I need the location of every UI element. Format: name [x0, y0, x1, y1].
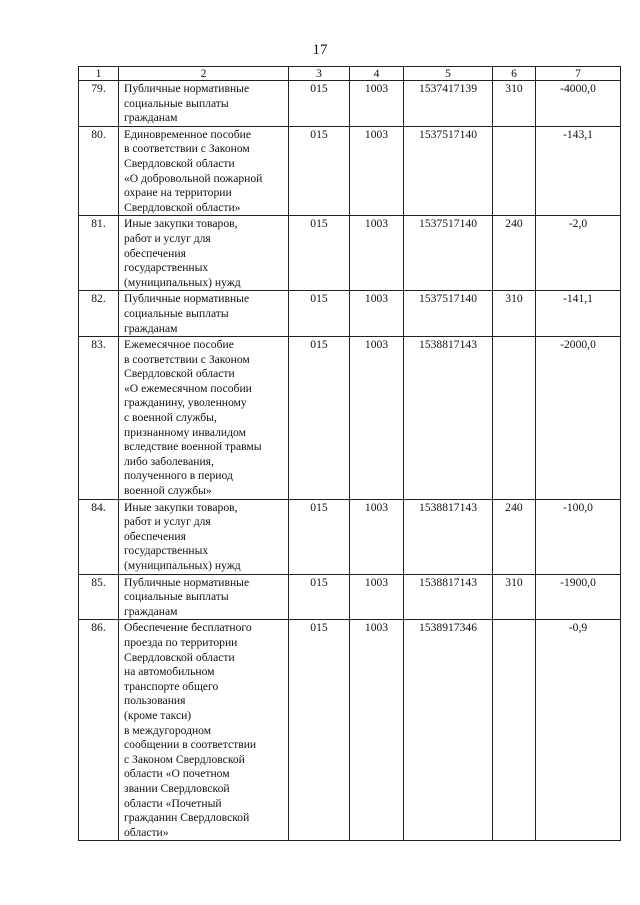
row-description — [119, 620, 289, 841]
ministry-code: 015 — [289, 574, 350, 620]
table-row — [79, 126, 621, 216]
description-line: с Законом Свердловской — [124, 752, 245, 766]
ministry-code: 015 — [289, 126, 350, 216]
section-code: 1003 — [350, 574, 404, 620]
expense-type-code: 310 — [493, 81, 536, 127]
description-line: социальные выплаты — [124, 590, 229, 604]
ministry-code: 015 — [289, 216, 350, 291]
description-line: сообщении в соответствии — [124, 738, 257, 752]
section-code: 1003 — [350, 126, 404, 216]
row-number: 83. — [79, 337, 119, 500]
description-line: работ и услуг для — [124, 515, 211, 529]
target-article-code: 1538917346 — [404, 620, 493, 841]
description-line: звании Свердловской — [124, 781, 230, 795]
description-line: Ежемесячное пособие — [124, 338, 234, 352]
amount-value: -141,1 — [536, 291, 621, 337]
column-header-3: 3 — [289, 67, 350, 81]
description-line: государственных — [124, 544, 209, 558]
target-article-code: 1537517140 — [404, 291, 493, 337]
column-header-7: 7 — [536, 67, 621, 81]
row-number: 82. — [79, 291, 119, 337]
target-article-code: 1537517140 — [404, 126, 493, 216]
description-line: гражданам — [124, 321, 178, 335]
amount-value: -1900,0 — [536, 574, 621, 620]
description-line: признанному инвалидом — [124, 425, 246, 439]
description-line: области «О почетном — [124, 767, 230, 781]
table-row — [79, 574, 621, 620]
description-line: транспорте общего — [124, 679, 219, 693]
section-code: 1003 — [350, 620, 404, 841]
description-line: вследствие военной травмы — [124, 440, 262, 454]
amount-value: -0,9 — [536, 620, 621, 841]
amount-value: -4000,0 — [536, 81, 621, 127]
description-line: Свердловской области — [124, 367, 235, 381]
expense-type-code: 310 — [493, 291, 536, 337]
expense-type-code: 240 — [493, 499, 536, 574]
description-line: гражданам — [124, 604, 178, 618]
description-line: социальные выплаты — [124, 96, 229, 110]
amount-value: -143,1 — [536, 126, 621, 216]
target-article-code: 1538817143 — [404, 499, 493, 574]
description-line: работ и услуг для — [124, 231, 211, 245]
target-article-code: 1537417139 — [404, 81, 493, 127]
page-number: 17 — [312, 42, 328, 58]
description-line: области» — [124, 825, 169, 839]
target-article-code: 1538817143 — [404, 337, 493, 500]
ministry-code: 015 — [289, 81, 350, 127]
row-description — [119, 81, 289, 127]
description-line: пользования — [124, 694, 186, 708]
description-line: обеспечения — [124, 246, 186, 260]
section-code: 1003 — [350, 81, 404, 127]
description-line: с военной службы, — [124, 411, 217, 425]
description-line: гражданину, уволенному — [124, 396, 247, 410]
description-line: либо заболевания, — [124, 454, 214, 468]
description-line: обеспечения — [124, 529, 186, 543]
table-row — [79, 337, 621, 500]
target-article-code: 1538817143 — [404, 574, 493, 620]
description-line: Обеспечение бесплатного — [124, 621, 252, 635]
target-article-code: 1537517140 — [404, 216, 493, 291]
description-line: проезда по территории — [124, 635, 238, 649]
expense-type-code: 310 — [493, 574, 536, 620]
description-line: «О добровольной пожарной — [124, 171, 263, 185]
column-header-1: 1 — [79, 67, 119, 81]
description-line: Свердловской области — [124, 156, 235, 170]
description-line: Свердловской области — [124, 650, 235, 664]
row-number: 81. — [79, 216, 119, 291]
section-code: 1003 — [350, 291, 404, 337]
expense-type-code — [493, 337, 536, 500]
section-code: 1003 — [350, 337, 404, 500]
description-line: (кроме такси) — [124, 708, 192, 722]
description-line: военной службы» — [124, 484, 212, 498]
budget-table — [78, 66, 621, 841]
description-line: гражданин Свердловской — [124, 811, 250, 825]
column-header-2: 2 — [119, 67, 289, 81]
description-line: Единовременное пособие — [124, 127, 251, 141]
header-row — [79, 67, 621, 81]
column-header-4: 4 — [350, 67, 404, 81]
description-line: (муниципальных) нужд — [124, 275, 241, 289]
row-number: 80. — [79, 126, 119, 216]
description-line: на автомобильном — [124, 665, 215, 679]
description-line: области «Почетный — [124, 796, 222, 810]
description-line: Иные закупки товаров, — [124, 217, 238, 231]
row-description — [119, 499, 289, 574]
description-line: (муниципальных) нужд — [124, 559, 241, 572]
ministry-code: 015 — [289, 499, 350, 574]
row-number: 86. — [79, 620, 119, 841]
description-line: государственных — [124, 261, 209, 275]
expense-type-code — [493, 126, 536, 216]
description-line: гражданам — [124, 111, 178, 125]
row-description — [119, 216, 289, 291]
description-line: Публичные нормативные — [124, 82, 250, 95]
row-description — [119, 337, 289, 500]
amount-value: -2000,0 — [536, 337, 621, 500]
section-code: 1003 — [350, 216, 404, 291]
expense-type-code — [493, 620, 536, 841]
section-code: 1003 — [350, 499, 404, 574]
description-line: Публичные нормативные — [124, 292, 250, 306]
table-row — [79, 620, 621, 841]
row-number: 85. — [79, 574, 119, 620]
ministry-code: 015 — [289, 337, 350, 500]
table-row — [79, 216, 621, 291]
table-row — [79, 291, 621, 337]
table-row — [79, 499, 621, 574]
amount-value: -2,0 — [536, 216, 621, 291]
description-line: в соответствии с Законом — [124, 352, 250, 366]
table-row — [79, 81, 621, 127]
description-line: Свердловской области» — [124, 200, 241, 214]
amount-value: -100,0 — [536, 499, 621, 574]
description-line: полученного в период — [124, 469, 233, 483]
description-line: «О ежемесячном пособии — [124, 381, 252, 395]
row-number: 84. — [79, 499, 119, 574]
row-number: 79. — [79, 81, 119, 127]
ministry-code: 015 — [289, 291, 350, 337]
description-line: Иные закупки товаров, — [124, 500, 238, 514]
description-line: Публичные нормативные — [124, 575, 250, 589]
column-header-6: 6 — [493, 67, 536, 81]
row-description — [119, 291, 289, 337]
table-body — [79, 81, 621, 841]
description-line: охране на территории — [124, 186, 232, 200]
ministry-code: 015 — [289, 620, 350, 841]
description-line: в соответствии с Законом — [124, 142, 250, 156]
expense-type-code: 240 — [493, 216, 536, 291]
description-line: в междугородном — [124, 723, 212, 737]
row-description — [119, 574, 289, 620]
row-description — [119, 126, 289, 216]
description-line: социальные выплаты — [124, 306, 229, 320]
column-header-5: 5 — [404, 67, 493, 81]
